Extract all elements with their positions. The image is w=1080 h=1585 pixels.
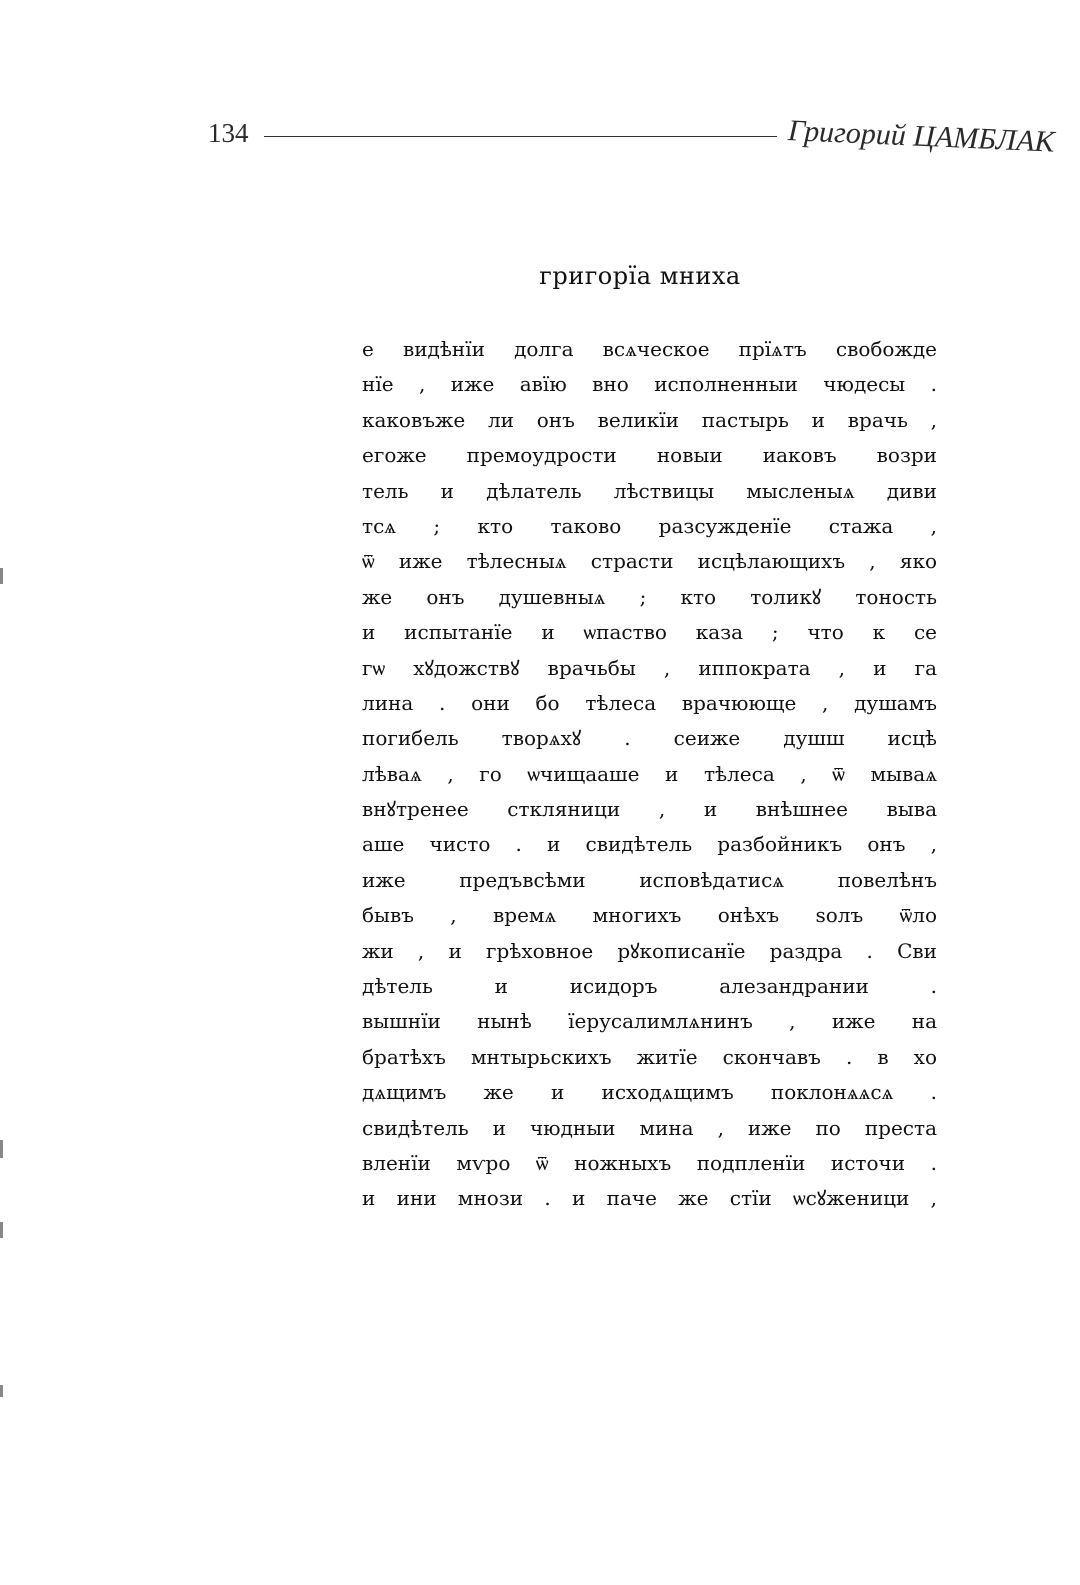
manuscript-line: внꙋтренее сткляници , и внѣшнее выва <box>362 797 937 822</box>
page-number: 134 <box>208 118 249 148</box>
header-rule <box>264 136 777 137</box>
manuscript-line: каковъже ли онъ великїи пастырь и врачь , <box>362 407 937 432</box>
manuscript-line: аше чисто . и свидѣтель разбойникъ онъ , <box>362 832 937 857</box>
manuscript-line: вышнїи нынѣ їерусалимлѧнинъ , иже на <box>362 1009 937 1034</box>
scan-edge-mark <box>0 1385 3 1397</box>
manuscript-line: же онъ душевныѧ ; кто толикꙋ тоность <box>362 584 937 609</box>
manuscript-line: братѣхъ мнтырьскихъ житїе скончавъ . в хо <box>362 1044 937 1069</box>
manuscript-line: нїе , иже авїю вно исполненныи чюдесы . <box>362 372 937 397</box>
scan-edge-mark <box>0 568 3 584</box>
manuscript-line: лина . они бо тѣлеса врачююще , душамъ <box>362 690 937 715</box>
running-title: Григорий ЦАМБЛАК <box>787 114 1056 159</box>
manuscript-line: егоже премоудрости новыи иаковъ возри <box>362 443 937 468</box>
manuscript-line: жи , и грѣховное рꙋкописанїе раздра . Сви <box>362 938 937 963</box>
scan-edge-mark <box>0 1140 3 1158</box>
manuscript-line: свидѣтель и чюдныи мина , иже по преста <box>362 1115 937 1140</box>
manuscript-line: иже предъвсѣми исповѣдатисѧ повелѣнъ <box>362 867 937 892</box>
manuscript-title: григорїа мниха <box>539 262 741 290</box>
manuscript-line: лѣваѧ , го ѡчищааше и тѣлеса , ѿ мываѧ <box>362 761 937 786</box>
manuscript-line: тель и дѣлатель лѣствицы мысленыѧ диви <box>362 478 937 503</box>
manuscript-line: и ини мнози . и паче же стїи ѡсꙋженици , <box>362 1186 937 1211</box>
manuscript-line: е видѣнїи долга всѧческое прїѧтъ свобожде <box>362 337 937 361</box>
manuscript-line: гѡ хꙋдожствꙋ врачьбы , иппократа , и га <box>362 655 937 680</box>
running-header <box>208 112 1056 162</box>
manuscript-line: дѧщимъ же и исходѧщимъ поклонѧѧсѧ . <box>362 1080 937 1105</box>
manuscript-line: вленїи мѵро ѿ ножныхъ подпленїи источи . <box>362 1150 937 1175</box>
manuscript-line: тсѧ ; кто таково разсужденїе стажа , <box>362 513 937 538</box>
manuscript-text-block <box>362 332 937 1217</box>
manuscript-line: погибель творѧхꙋ . сеиже душш исцѣ <box>362 726 937 751</box>
manuscript-line: и испытанїе и ѡпаство каза ; что к се <box>362 620 937 645</box>
scan-edge-mark <box>0 1222 3 1238</box>
manuscript-line: бывъ , времѧ многихъ онѣхъ ѕолъ ѿло <box>362 903 937 928</box>
manuscript-line: дѣтель и исидоръ алезандрании . <box>362 974 937 999</box>
manuscript-line: ѿ иже тѣлесныѧ страсти исцѣлающихъ , яко <box>362 549 937 574</box>
